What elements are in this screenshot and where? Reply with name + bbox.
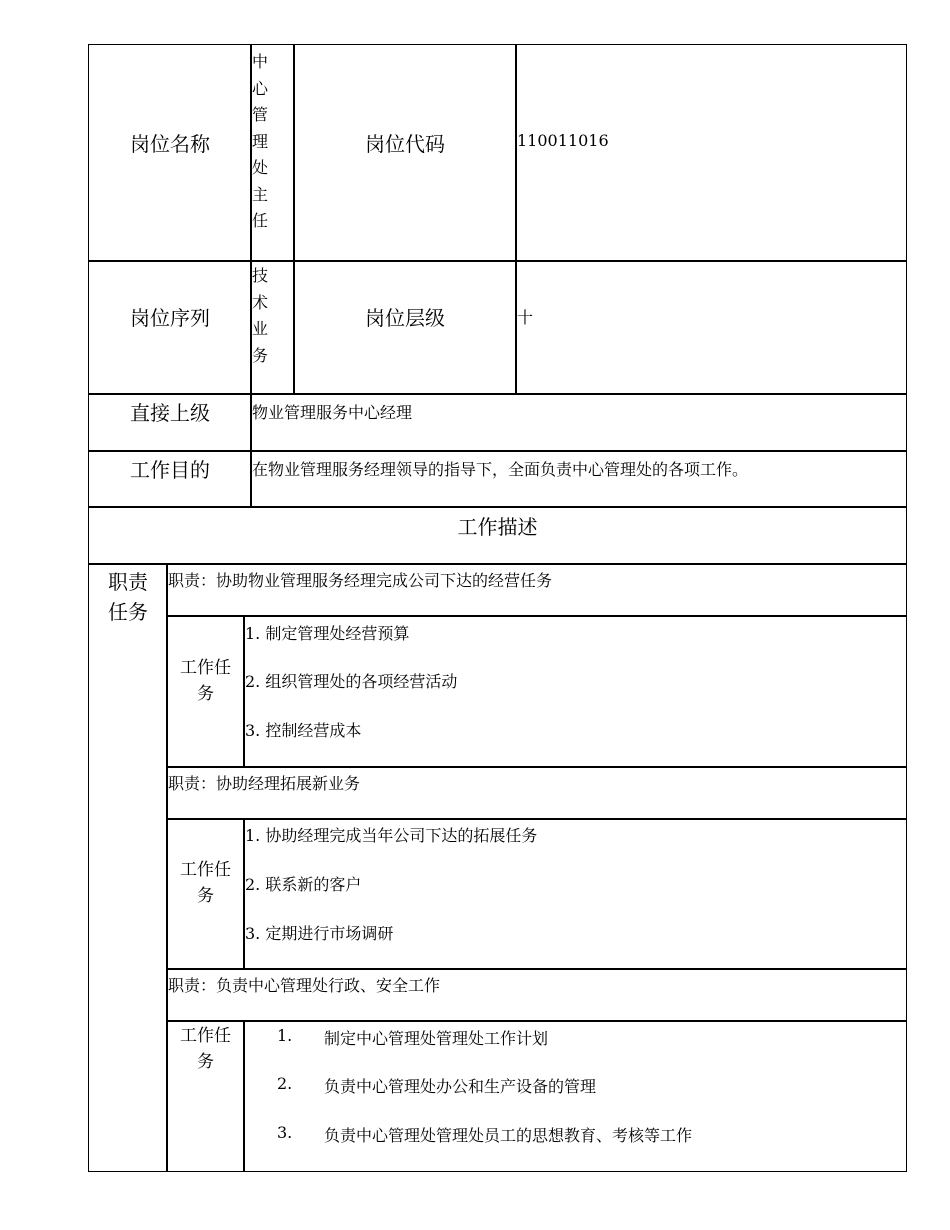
superior-value: 物业管理服务中心经理: [252, 403, 413, 422]
description-title: 工作描述: [457, 515, 538, 539]
task-item: 负责中心管理处办公和生产设备的管理: [324, 1077, 597, 1096]
superior-label: 直接上级: [130, 401, 210, 425]
task-item: 3. 定期进行市场调研: [245, 924, 394, 943]
position-level-value-cell: [515, 260, 907, 395]
task-item: 3. 控制经营成本: [245, 721, 362, 740]
task-item: 2. 组织管理处的各项经营活动: [245, 672, 458, 691]
duty-title: 职责：协助物业管理服务经理完成公司下达的经营任务: [168, 571, 553, 590]
task-item: 1. 协助经理完成当年公司下达的拓展任务: [245, 826, 538, 845]
position-code-value-cell: [515, 44, 907, 262]
duty-title: 职责：协助经理拓展新业务: [168, 774, 361, 793]
position-name-label: 岗位名称: [130, 132, 210, 156]
task-item: 2. 联系新的客户: [245, 875, 362, 894]
task-item-number: 2.: [277, 1074, 293, 1093]
position-code-label: 岗位代码: [365, 132, 445, 156]
duties-label: 职责 任务: [108, 570, 148, 624]
task-item: 制定中心管理处管理处工作计划: [324, 1029, 549, 1048]
position-code-value: 110011016: [517, 131, 609, 150]
task-label: 工作任 务: [180, 1026, 231, 1072]
task-item: 1. 制定管理处经营预算: [245, 624, 410, 643]
purpose-label: 工作目的: [130, 458, 210, 482]
duties-label-cell: [88, 563, 168, 1172]
position-name-value: 中 心 管 理 处 主 任: [252, 52, 269, 230]
purpose-value: 在物业管理服务经理领导的指导下，全面负责中心管理处的各项工作。: [252, 460, 749, 479]
position-series-value: 技 术 业 务: [252, 266, 269, 365]
task-item: 负责中心管理处管理处员工的思想教育、考核等工作: [324, 1126, 693, 1145]
duty-title: 职责：负责中心管理处行政、安全工作: [168, 976, 441, 995]
position-level-value: 十: [517, 308, 534, 327]
position-level-label: 岗位层级: [365, 306, 445, 330]
position-series-label: 岗位序列: [130, 306, 210, 330]
task-label: 工作任 务: [180, 658, 231, 704]
task-label: 工作任 务: [180, 860, 231, 906]
task-item-number: 3.: [277, 1123, 293, 1142]
task-item-number: 1.: [277, 1026, 293, 1045]
